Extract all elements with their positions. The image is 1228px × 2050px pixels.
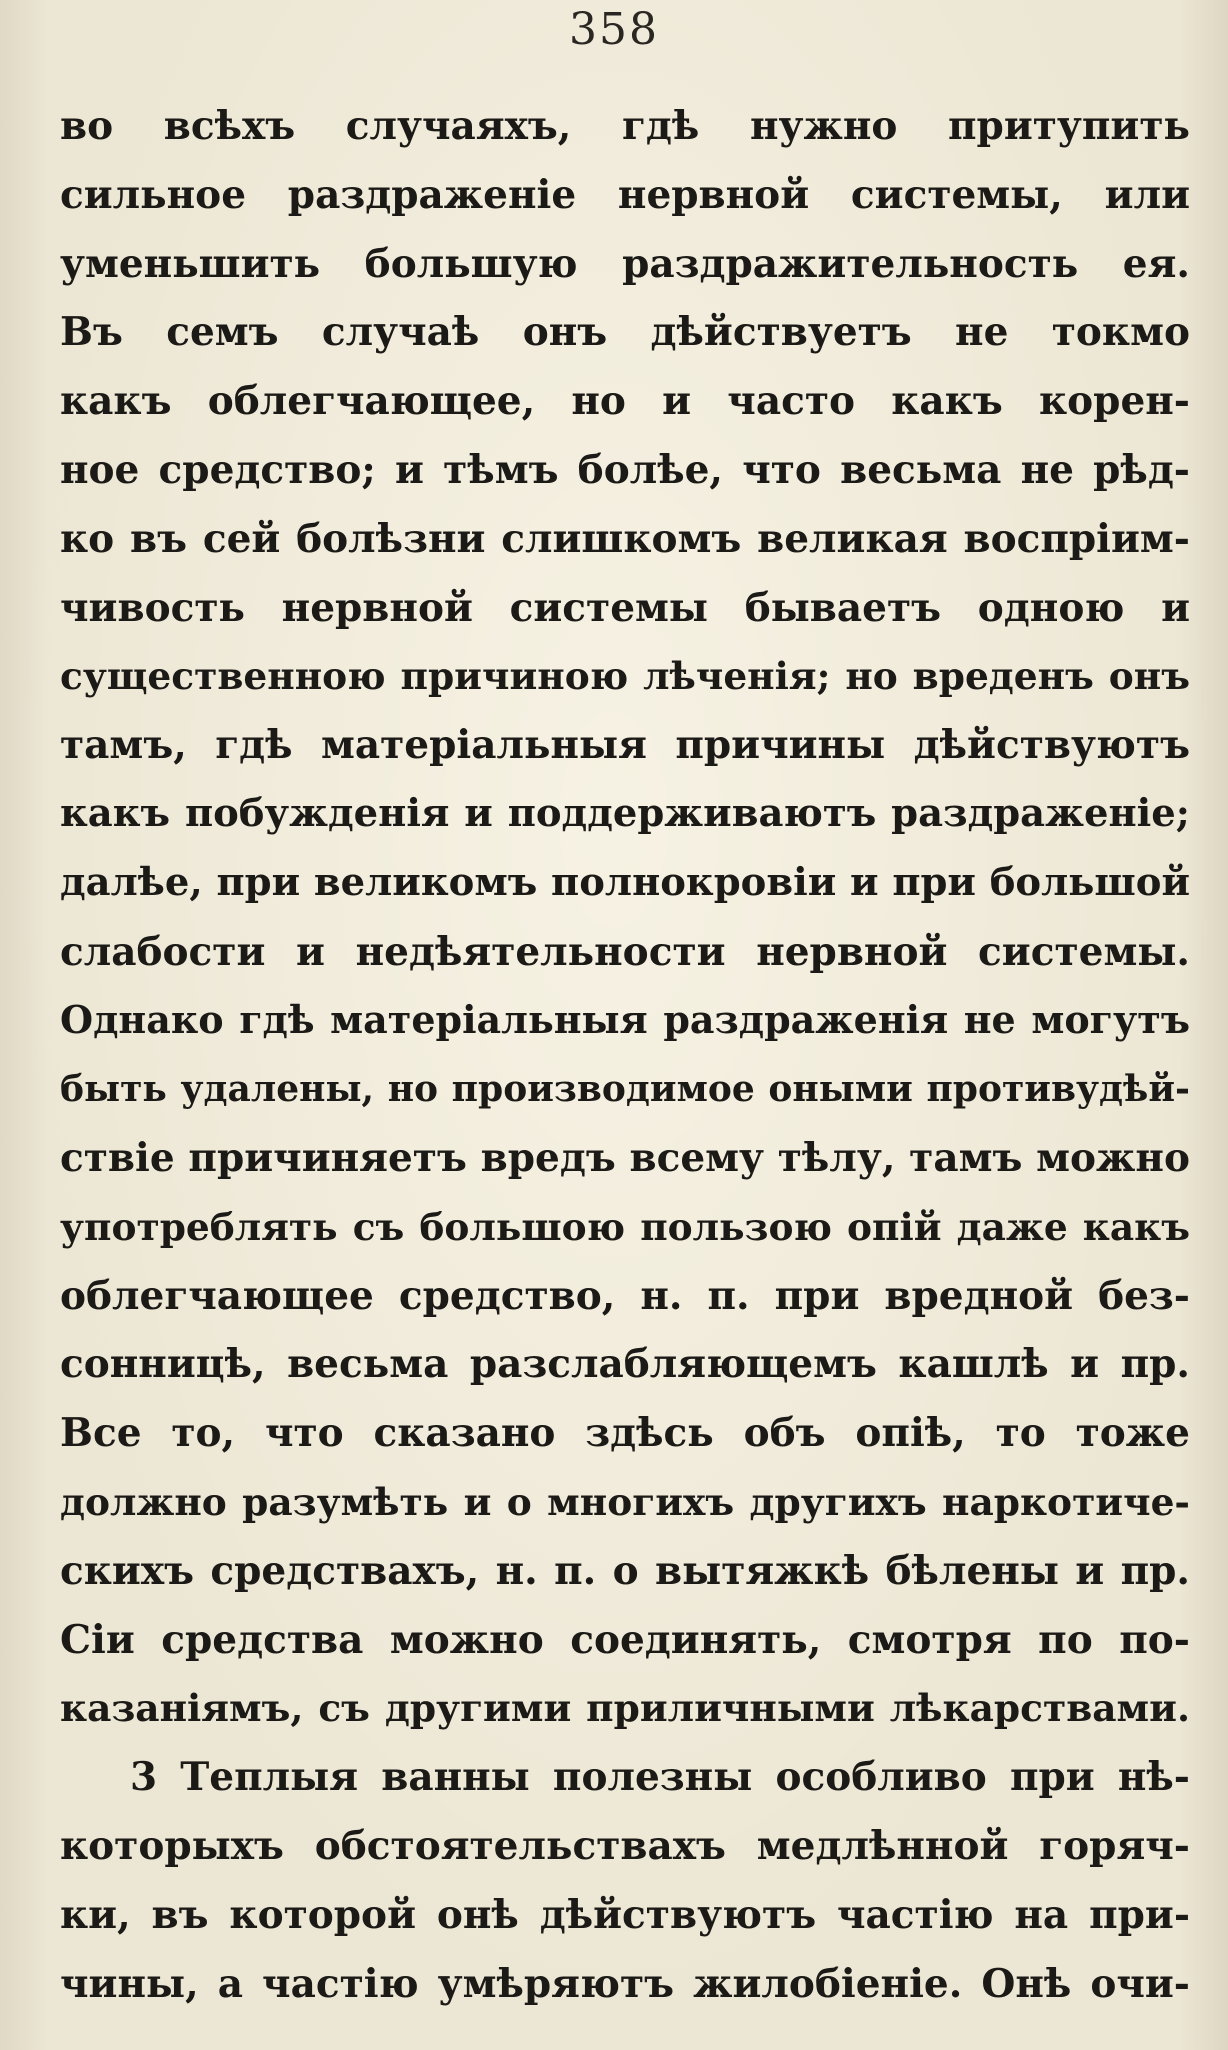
text-line: тамъ, гдѣ матеріальныя причины дѣйствуютъ: [60, 722, 1190, 769]
text-line: сильное раздраженіе нервной системы, или: [60, 171, 1190, 218]
page-number: 358: [569, 4, 659, 55]
text-line: Однако гдѣ матеріальныя раздраженія не могутъ: [60, 997, 1190, 1043]
text-line: облегчающее средство, н. п. при вредной без-: [60, 1272, 1190, 1319]
text-line: Въ семъ случаѣ онъ дѣйствуетъ не токмо: [60, 309, 1190, 356]
text-line: быть удалены, но производимое оными противудѣй-: [60, 1068, 1190, 1111]
text-line: слабости и недѣятельности нервной системы.: [60, 928, 1190, 975]
text-line: ки, въ которой онѣ дѣйствуютъ частію на при-: [60, 1891, 1190, 1938]
text-line: ствіе причиняетъ вредъ всему тѣлу, тамъ можно: [60, 1134, 1190, 1181]
text-line: ное средство; и тѣмъ болѣе, что весьма не рѣд-: [60, 446, 1190, 493]
text-line: которыхъ обстоятельствахъ медлѣнной горяч-: [60, 1822, 1190, 1869]
text-line: какъ побужденія и поддерживаютъ раздраженіе;: [60, 790, 1190, 836]
text-line: чивость нервной системы бываетъ одною и: [60, 584, 1190, 631]
text-line: ко въ сей болѣзни слишкомъ великая воспріим-: [60, 515, 1190, 562]
text-line: сонницѣ, весьма разслабляющемъ кашлѣ и пр.: [60, 1341, 1190, 1388]
text-line: Сіи средства можно соединять, смотря по по-: [60, 1616, 1190, 1663]
text-line: существенною причиною лѣченія; но вреденъ онъ: [60, 654, 1190, 699]
text-line: во всѣхъ случаяхъ, гдѣ нужно притупить: [60, 103, 1190, 149]
text-line: употреблять съ большою пользою опій даже какъ: [60, 1204, 1190, 1249]
text-line: Все то, что сказано здѣсь объ опіѣ, то тоже: [60, 1410, 1190, 1457]
text-line: скихъ средствахъ, н. п. о вытяжкѣ бѣлены и пр.: [60, 1547, 1190, 1594]
text-line: должно разумѣть и о многихъ другихъ наркотиче-: [60, 1479, 1190, 1524]
text-line: далѣе, при великомъ полнокровіи и при большой: [60, 859, 1190, 905]
text-line: 3 Теплыя ванны полезны особливо при нѣ-: [130, 1754, 1190, 1801]
text-line: чины, а частію умѣряютъ жилобіеніе. Онѣ очи-: [60, 1960, 1190, 2007]
text-line: казаніямъ, съ другими приличными лѣкарствами.: [60, 1686, 1190, 1731]
text-line: уменьшить большую раздражительность ея.: [60, 240, 1190, 287]
text-line: какъ облегчающее, но и часто какъ корен-: [60, 378, 1190, 425]
page-text: [60, 92, 1190, 2018]
